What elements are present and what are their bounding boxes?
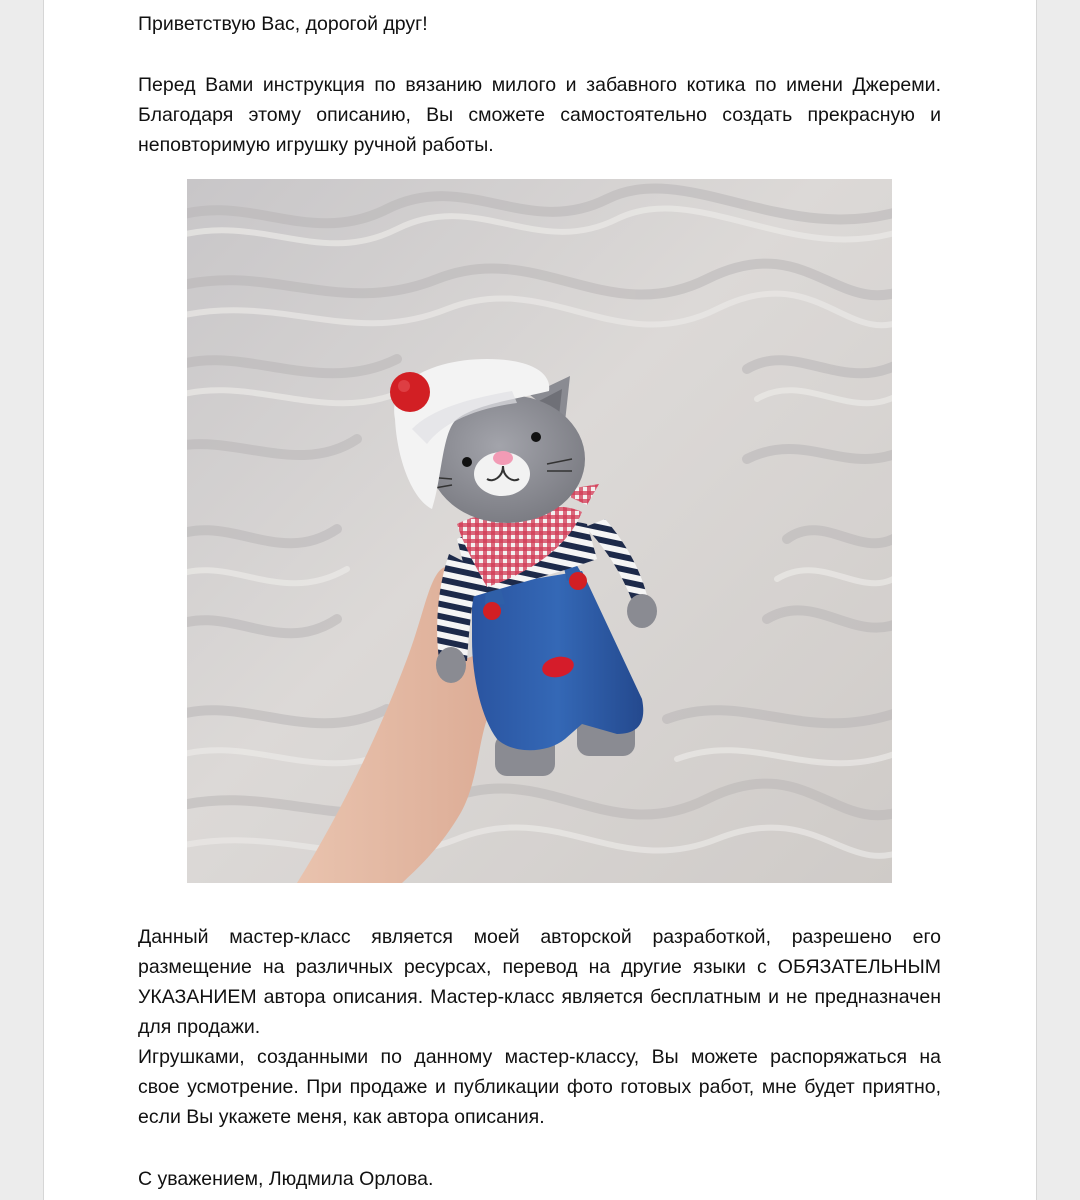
terms-line: размещение на различных ресурсах, перевод на другие языки с ОБЯЗАТЕЛЬНЫМ (138, 956, 941, 978)
greeting-text: Приветствую Вас, дорогой друг! (138, 13, 428, 35)
terms-line: Данный мастер-класс является моей авторской разработкой, разрешено его (138, 926, 941, 948)
intro-line: неповторимую игрушку ручной работы. (138, 134, 494, 156)
terms-line: Игрушками, созданными по данному мастер-классу, Вы можете распоряжаться на (138, 1046, 941, 1068)
intro-line: Перед Вами инструкция по вязанию милого и забавного котика по имени Джереми. (138, 74, 941, 96)
terms-line: для продажи. (138, 1016, 261, 1038)
intro-paragraph (138, 70, 941, 160)
terms-paragraph (138, 922, 941, 1132)
terms-line: УКАЗАНИЕМ автора описания. Мастер-класс является бесплатным и не предназначен (138, 986, 941, 1008)
crochet-cat-photo (187, 179, 892, 883)
intro-line: Благодаря этому описанию, Вы сможете самостоятельно создать прекрасную и (138, 104, 941, 126)
terms-line: свое усмотрение. При продаже и публикации фото готовых работ, мне будет приятно, (138, 1076, 941, 1098)
terms-line: если Вы укажете меня, как автора описания. (138, 1106, 545, 1128)
signoff-text: С уважением, Людмила Орлова. (138, 1168, 434, 1190)
